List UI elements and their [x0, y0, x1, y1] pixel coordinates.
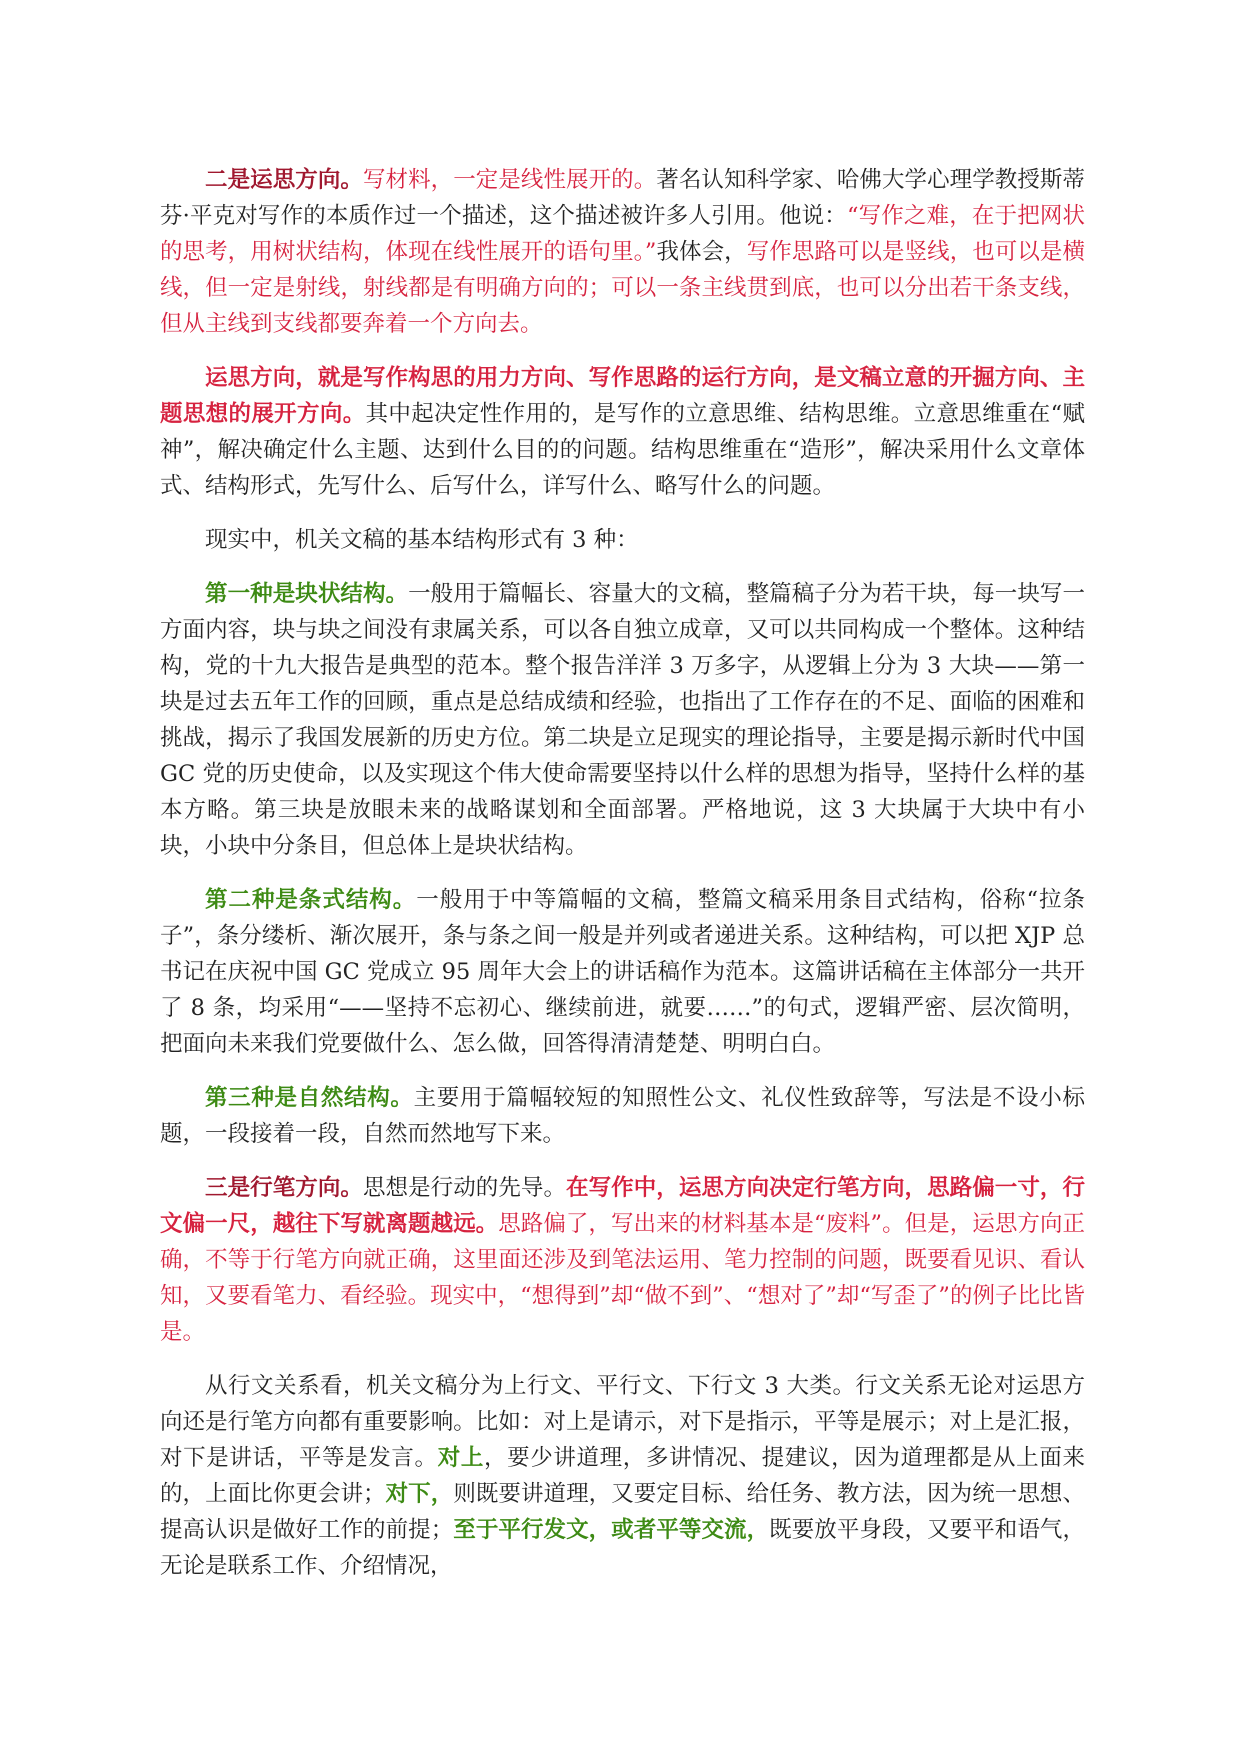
emphasis-text-run: 对上 — [437, 1445, 484, 1471]
emphasis-text-run: 写作思路可以是竖线，也可以是横线，但一定是射线，射线都是有明确方向的；可以一条主线贯到底，也可以分出若干条支线，但从主线到支线都要奔着一个方向去。 — [160, 239, 1085, 337]
paragraph — [160, 576, 1085, 864]
paragraph — [160, 522, 1085, 558]
text-run: 著名认知科学家、哈佛大学心理学教授斯蒂芬·平克对写作的本质作过一个描述，这个描述被许多人引用。他说： — [160, 167, 1085, 229]
paragraph — [160, 1170, 1085, 1350]
emphasis-text-run: 二是运思方向。 — [205, 167, 363, 193]
emphasis-text-run: “写作之难，在于把网状的思考，用树状结构，体现在线性展开的语句里。” — [160, 203, 1085, 265]
paragraph — [160, 162, 1085, 342]
emphasis-text-run: 在写作中，运思方向决定行笔方向，思路偏一寸，行文偏一尺，越往下写就离题越远。 — [160, 1175, 1085, 1237]
emphasis-text-run: 写材料，一定是线性展开的。 — [362, 167, 657, 193]
text-run: 一般用于篇幅长、容量大的文稿，整篇稿子分为若干块，每一块写一方面内容，块与块之间没有隶属关系，可以各自独立成章，又可以共同构成一个整体。这种结构，党的十九大报告是典型的范本。整个报告洋洋 3 万多字，从逻辑上分为 3 大块——第一块是过去五年工作的回顾，重点是总结成绩和经验，也指出了工作存在的不足、面临的困难和挑战，揭示了我国发展新的历史方位。第二块是立足现实的理论指导，主要是揭示新时代中国 GC 党的历史使命，以及实现这个伟大使命需要坚持以什么样的思想为指导，坚持什么样的基本方略。第三块是放眼未来的战略谋划和全面部署。严格地说，这 3 大块属于大块中有小块，小块中分条目，但总体上是块状结构。 — [160, 581, 1085, 859]
text-run: 则既要讲道理，又要定目标、给任务、教方法，因为统一思想、提高认识是做好工作的前提； — [160, 1481, 1085, 1543]
text-run: 从行文关系看，机关文稿分为上行文、平行文、下行文 3 大类。行文关系无论对运思方向还是行笔方向都有重要影响。比如：对上是请示，对下是指示，平等是展示；对上是汇报，对下是讲话，平等是发言。 — [160, 1373, 1085, 1471]
emphasis-text-run: 第一种是块状结构。 — [205, 581, 409, 607]
emphasis-text-run: 三是行笔方向。 — [205, 1175, 363, 1201]
text-run: ，要少讲道理，多讲情况、提建议，因为道理都是从上面来的，上面比你更会讲； — [160, 1445, 1085, 1507]
paragraph — [160, 1080, 1085, 1152]
text-run: 我体会， — [656, 239, 747, 265]
text-run: 主要用于篇幅较短的知照性公文、礼仪性致辞等，写法是不设小标题，一段接着一段，自然而然地写下来。 — [160, 1085, 1085, 1147]
emphasis-text-run: 至于平行发文，或者平等交流， — [453, 1517, 770, 1543]
paragraph — [160, 1368, 1085, 1584]
emphasis-text-run: 对下， — [385, 1481, 454, 1507]
text-run: 现实中，机关文稿的基本结构形式有 3 种： — [205, 527, 639, 553]
text-run: 既要放平身段，又要平和语气，无论是联系工作、介绍情况， — [160, 1517, 1085, 1579]
emphasis-text-run: 第二种是条式结构。 — [205, 887, 417, 913]
document-body — [160, 162, 1085, 1602]
emphasis-text-run: 思路偏了，写出来的材料基本是“废料”。但是，运思方向正确，不等于行笔方向就正确，这里面还涉及到笔法运用、笔力控制的问题，既要看见识、看认知，又要看笔力、看经验。现实中，“想得到”却“做不到”、“想对了”却“写歪了”的例子比比皆是。 — [160, 1211, 1085, 1345]
text-run: 其中起决定性作用的，是写作的立意思维、结构思维。立意思维重在“赋神”，解决确定什么主题、达到什么目的的问题。结构思维重在“造形”，解决采用什么文章体式、结构形式，先写什么、后写什么，详写什么、略写什么的问题。 — [160, 401, 1085, 499]
paragraph — [160, 882, 1085, 1062]
text-run: 一般用于中等篇幅的文稿，整篇文稿采用条目式结构，俗称“拉条子”，条分缕析、渐次展开，条与条之间一般是并列或者递进关系。这种结构，可以把 XJP 总书记在庆祝中国 GC 党成立 95 周年大会上的讲话稿作为范本。这篇讲话稿在主体部分一共开了 8 条，均采用“——坚持不忘初心、继续前进，就要……”的句式，逻辑严密、层次简明，把面向未来我们党要做什么、怎么做，回答得清清楚楚、明明白白。 — [160, 887, 1085, 1057]
paragraph — [160, 360, 1085, 504]
emphasis-text-run: 运思方向，就是写作构思的用力方向、写作思路的运行方向，是文稿立意的开掘方向、主题思想的展开方向。 — [160, 365, 1085, 427]
text-run: 思想是行动的先导。 — [362, 1175, 567, 1201]
emphasis-text-run: 第三种是自然结构。 — [205, 1085, 414, 1111]
